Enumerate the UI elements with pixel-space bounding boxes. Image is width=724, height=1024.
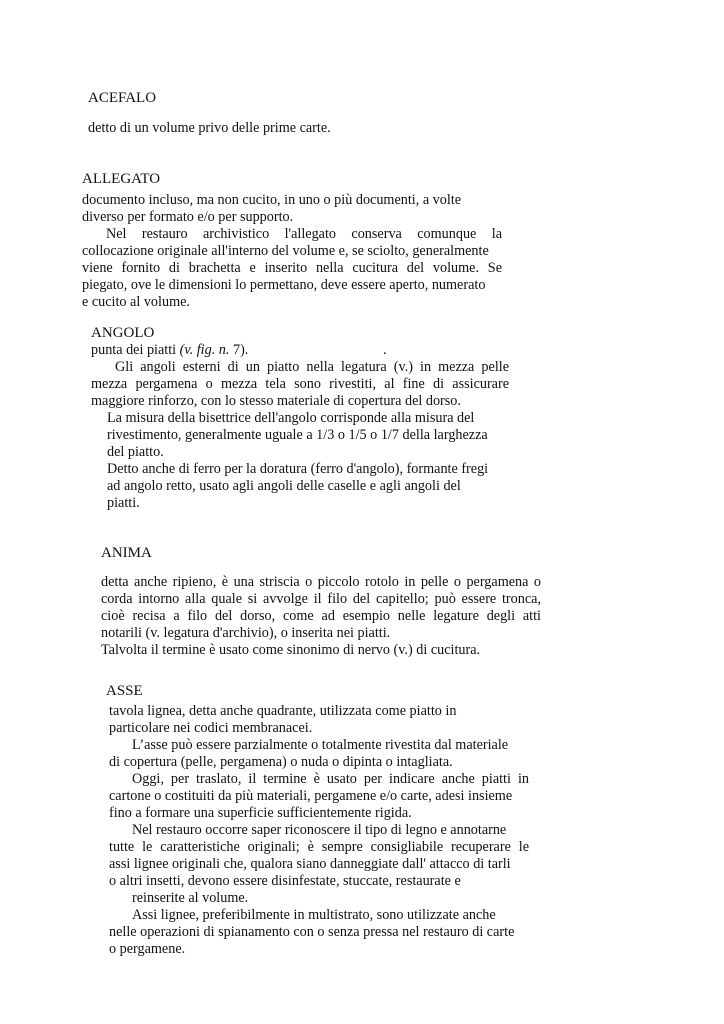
definition-line: detto di un volume privo delle prime carte.: [88, 120, 331, 136]
term-acefalo: ACEFALO: [88, 90, 157, 106]
definition-line: o pergamene.: [109, 941, 186, 957]
definition-line: Nel restauro archivistico l'allegato conserva comunque la: [106, 226, 502, 242]
definition-line: cioè recisa a filo del dorso, come ad esempio nelle legature degli atti: [101, 608, 541, 624]
figure-reference: (v. fig. n.: [179, 342, 230, 358]
definition-line: tutte le caratteristiche originali; è sempre consigliabile recuperare le: [109, 839, 529, 855]
definition-line: diverso per formato e/o per supporto.: [82, 209, 294, 225]
definition-line: assi lignee originali che, qualora siano danneggiate dall' attacco di tarli: [109, 856, 511, 872]
definition-line: particolare nei codici membranacei.: [109, 720, 313, 736]
definition-line: del piatto.: [107, 444, 164, 460]
definition-line: detta anche ripieno, è una striscia o piccolo rotolo in pelle o pergamena o: [101, 574, 541, 590]
definition-text: punta dei piatti: [91, 342, 180, 358]
definition-text: 7).: [229, 342, 249, 358]
definition-line: collocazione originale all'interno del volume e, se sciolto, generalmente: [82, 243, 489, 259]
definition-line: piegato, ove le dimensioni lo permettano, deve essere aperto, numerato: [82, 277, 486, 293]
definition-line: di copertura (pelle, pergamena) o nuda o dipinta o intagliata.: [109, 754, 453, 770]
definition-line: tavola lignea, detta anche quadrante, utilizzata come piatto in: [109, 703, 457, 719]
definition-line: fino a formare una superficie sufficientemente rigida.: [109, 805, 412, 821]
definition-line: [91, 342, 248, 359]
definition-line: Nel restauro occorre saper riconoscere il tipo di legno e annotarne: [132, 822, 507, 838]
definition-line: viene fornito di brachetta e inserito nella cucitura del volume. Se: [82, 260, 502, 276]
definition-line: cartone o costituiti da più materiali, pergamene e/o carte, adesi insieme: [109, 788, 513, 804]
definition-line: reinserite al volume.: [132, 890, 249, 906]
definition-line: mezza pergamena o mezza tela sono rivestiti, al fine di assicurare: [91, 376, 509, 392]
definition-line: o altri insetti, devono essere disinfestate, stuccate, restaurate e: [109, 873, 461, 889]
definition-line: maggiore rinforzo, con lo stesso materiale di copertura del dorso.: [91, 393, 461, 409]
definition-line: e cucito al volume.: [82, 294, 190, 310]
definition-line: Assi lignee, preferibilmente in multistrato, sono utilizzate anche: [132, 907, 496, 923]
definition-line: piatti.: [107, 495, 140, 511]
definition-line: Gli angoli esterni di un piatto nella legatura (v.) in mezza pelle: [115, 359, 509, 375]
definition-line: corda intorno alla quale si avvolge il filo del capitello; può essere tronca,: [101, 591, 541, 607]
definition-line: Detto anche di ferro per la doratura (ferro d'angolo), formante fregi: [107, 461, 489, 477]
definition-line: nelle operazioni di spianamento con o senza pressa nel restauro di carte: [109, 924, 515, 940]
definition-line: documento incluso, ma non cucito, in uno o più documenti, a volte: [82, 192, 462, 208]
term-angolo: ANGOLO: [91, 325, 155, 341]
term-asse: ASSE: [106, 683, 143, 699]
definition-line: L’asse può essere parzialmente o totalmente rivestita dal materiale: [132, 737, 509, 753]
definition-line: notarili (v. legatura d'archivio), o inserita nei piatti.: [101, 625, 391, 641]
definition-line: La misura della bisettrice dell'angolo corrisponde alla misura del: [107, 410, 475, 426]
definition-line: Oggi, per traslato, il termine è usato per indicare anche piatti in: [132, 771, 529, 787]
definition-line: rivestimento, generalmente uguale a 1/3 o 1/5 o 1/7 della larghezza: [107, 427, 488, 443]
stray-dot: .: [383, 342, 387, 358]
definition-line: ad angolo retto, usato agli angoli delle caselle e agli angoli del: [107, 478, 461, 494]
term-allegato: ALLEGATO: [82, 171, 161, 187]
term-anima: ANIMA: [101, 545, 152, 561]
definition-line: Talvolta il termine è usato come sinonimo di nervo (v.) di cucitura.: [101, 642, 481, 658]
